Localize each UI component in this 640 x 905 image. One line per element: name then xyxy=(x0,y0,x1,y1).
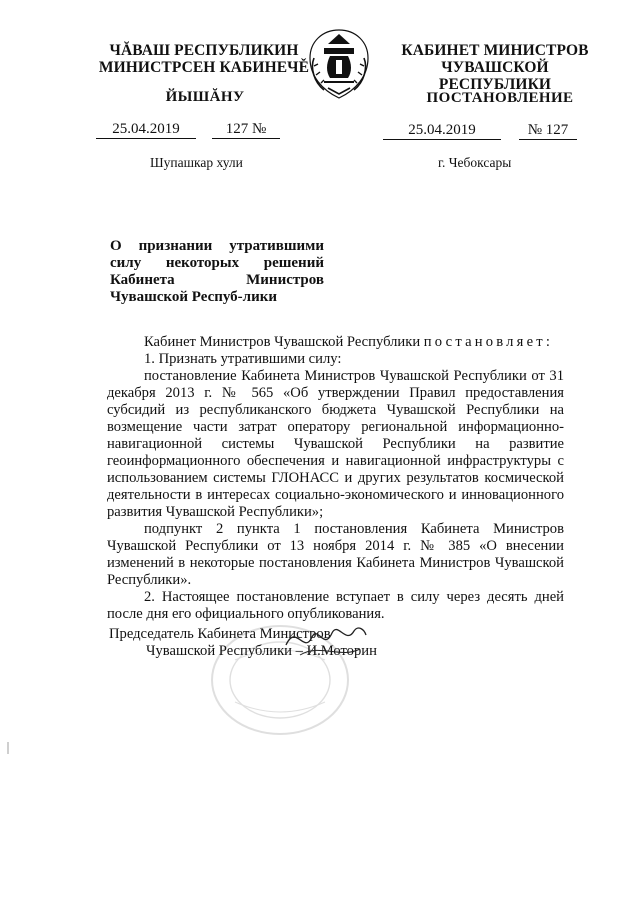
header-left-line-1: ЧĂВАШ РЕСПУБЛИКИН xyxy=(109,42,299,59)
signature-title-line: Председатель Кабинета Министров xyxy=(109,626,331,642)
header-right-line-1: КАБИНЕТ МИНИСТРОВ xyxy=(401,42,589,59)
reg-number-right: № 127 xyxy=(519,122,577,140)
handwritten-signature xyxy=(280,615,370,665)
header-left-org xyxy=(94,42,314,76)
doc-type-chuvash: ЙЫШĂНУ xyxy=(165,89,245,105)
scan-edge-mark xyxy=(7,742,9,754)
item-1-b: подпункт 2 пункта 1 постановления Кабинета Министров Чувашской Республики от 13 ноября 2014 г. № 385 «О внесении изменений в некоторые постановления Кабинета Министров Чувашской Республики». xyxy=(107,521,564,588)
document-title: О признании утратившими силу некоторых решений Кабинета Министров Чувашской Респуб-лики xyxy=(110,238,324,305)
preamble-verb: постановляет: xyxy=(423,334,554,350)
signature-name-line: Чувашской Республики – И.Моторин xyxy=(146,643,377,659)
reg-date-right: 25.04.2019 xyxy=(383,122,501,140)
header-right-org xyxy=(384,42,606,93)
header-right-line-2: ЧУВАШСКОЙ РЕСПУБЛИКИ xyxy=(438,59,552,93)
coat-of-arms-emblem xyxy=(300,24,378,104)
reg-number-left: 127 № xyxy=(212,121,280,139)
header-left-line-2: МИНИСТРСЕН КАБИНЕЧĚ xyxy=(98,59,310,76)
preamble-text: Кабинет Министров Чувашской Республики xyxy=(144,334,421,350)
item-1: 1. Признать утратившими силу: xyxy=(144,351,342,367)
reg-date-left: 25.04.2019 xyxy=(96,121,196,139)
city-russian: г. Чебоксары xyxy=(438,155,512,170)
item-1-a: постановление Кабинета Министров Чувашской Республики от 31 декабря 2013 г. № 565 «Об утверждении Правил предоставления субсидий из республиканского бюджета Чувашской Республики на возмещение части затрат оператору региональной информационно-навигационной системы Чувашской Республики на развитие геоинформационного обеспечения и навигационной инфраструктуры с использованием системы ГЛОНАСС и других результатов космической деятельности в интересах социально-экономического и инновационного развития Чувашской Республики»; xyxy=(107,368,564,520)
item-2: 2. Настоящее постановление вступает в силу через десять дней после дня его официального опубликования. xyxy=(107,589,564,622)
preamble-paragraph xyxy=(107,334,564,351)
doc-type-russian: ПОСТАНОВЛЕНИЕ xyxy=(426,90,574,106)
document-body xyxy=(107,334,564,623)
city-chuvash: Шупашкар хули xyxy=(150,155,243,170)
